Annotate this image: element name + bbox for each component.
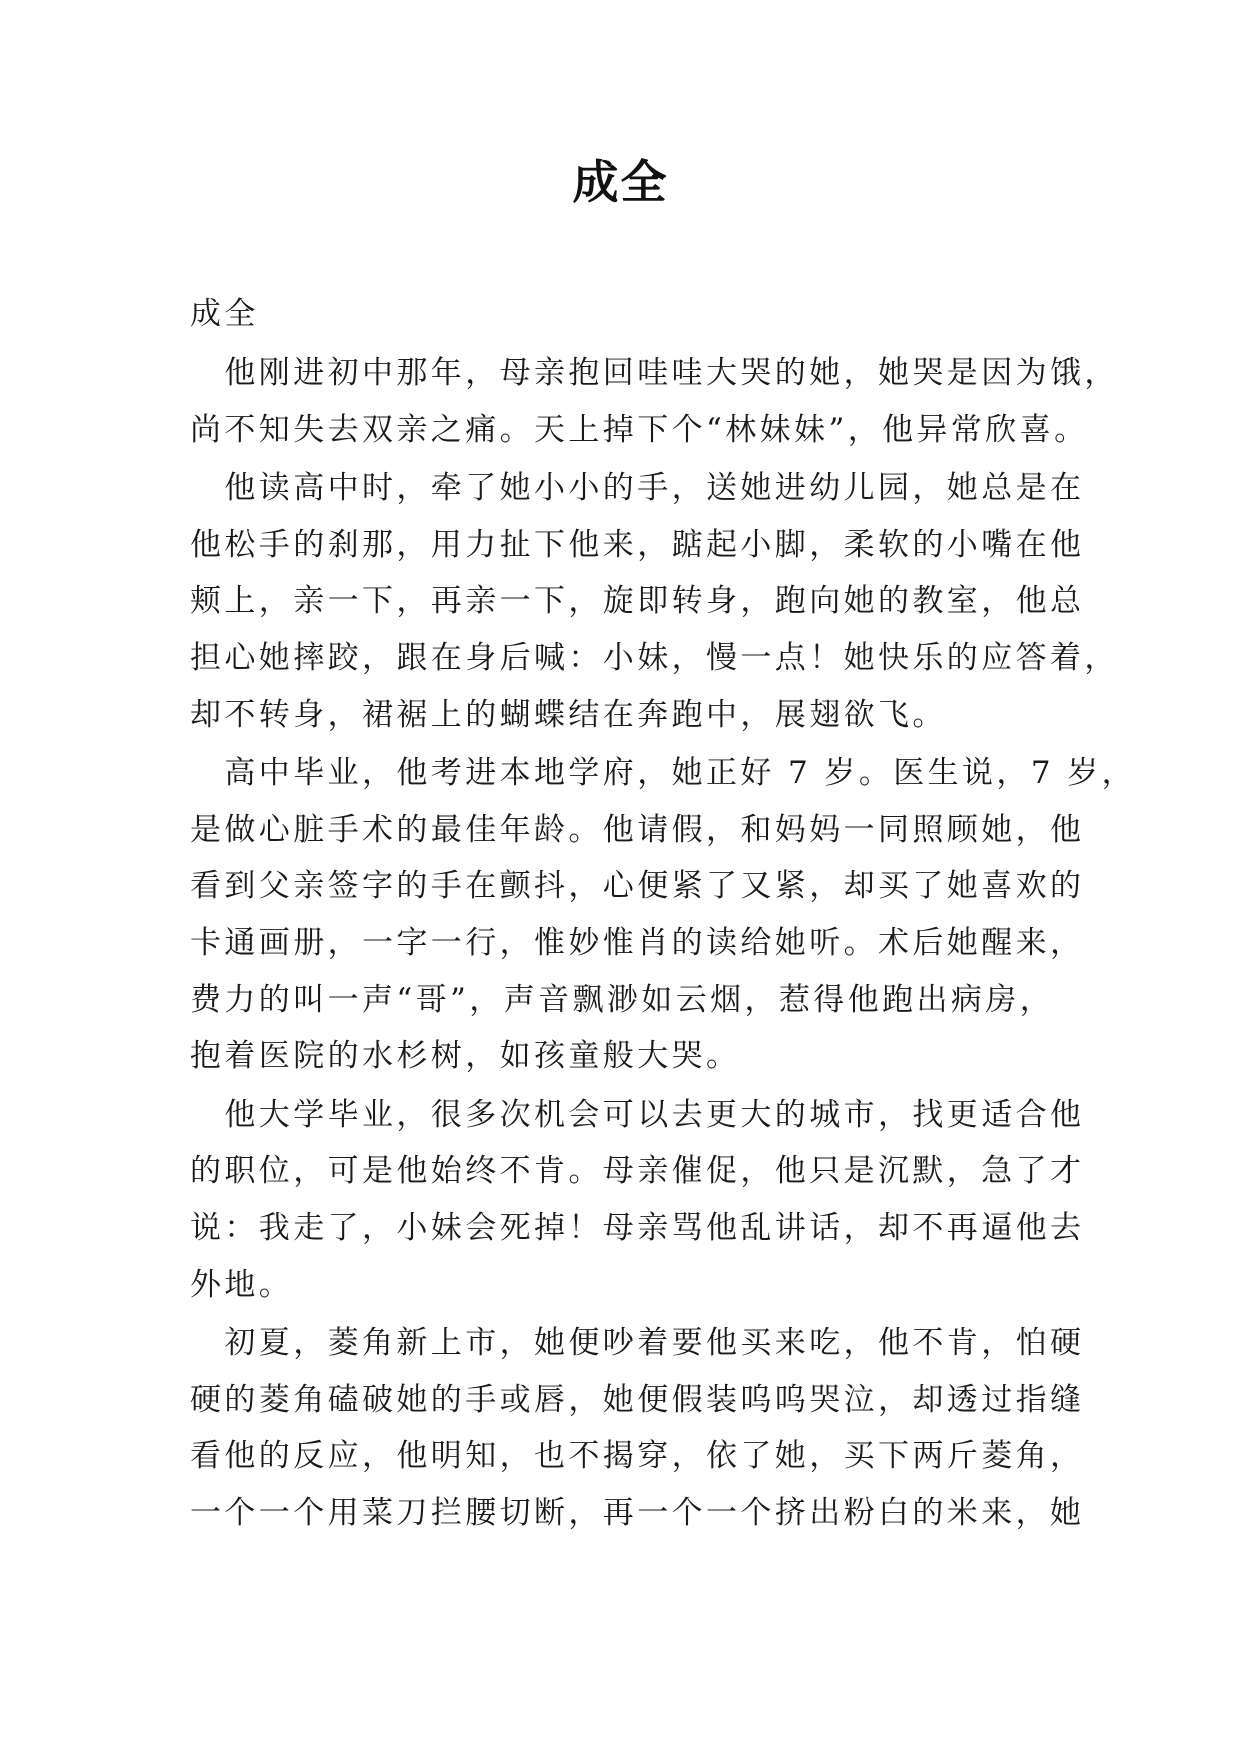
text-line: 尚不知失去双亲之痛。天上掉下个“林妹妹”，他异常欣喜。 <box>190 411 1089 448</box>
text-line: 却不转身，裙裾上的蝴蝶结在奔跑中，展翅欲飞。 <box>190 696 947 733</box>
text-line: 颊上，亲一下，再亲一下，旋即转身，跑向她的教室，他总 <box>190 583 1085 620</box>
text-line: 他大学毕业，很多次机会可以去更大的城市，找更适合他 <box>190 1096 1085 1133</box>
text-line: 外地。 <box>190 1266 294 1303</box>
text-line: 是做心脏手术的最佳年龄。他请假，和妈妈一同照顾她，他 <box>190 811 1085 848</box>
text-line: 一个一个用菜刀拦腰切断，再一个一个挤出粉白的米来，她 <box>190 1494 1085 1531</box>
text-line: 卡通画册，一字一行，惟妙惟肖的读给她听。术后她醒来， <box>190 924 1085 961</box>
text-line: 抱着医院的水杉树，如孩童般大哭。 <box>190 1038 741 1075</box>
text-line: 费力的叫一声“哥”，声音飘渺如云烟，惹得他跑出病房， <box>190 981 1055 1018</box>
text-line: 他松手的刹那，用力扯下他来，踮起小脚，柔软的小嘴在他 <box>190 526 1085 563</box>
text-line: 硬的菱角磕破她的手或唇，她便假装呜呜哭泣，却透过指缝 <box>190 1381 1085 1418</box>
document-body <box>190 285 1137 1541</box>
text-line: 看到父亲签字的手在颤抖，心便紧了又紧，却买了她喜欢的 <box>190 868 1085 905</box>
text-line: 说：我走了，小妹会死掉！母亲骂他乱讲话，却不再逼他去 <box>190 1209 1085 1246</box>
document-title: 成全 <box>572 155 669 209</box>
text-line: 看他的反应，他明知，也不揭穿，依了她，买下两斤菱角， <box>190 1438 1085 1475</box>
text-line: 他读高中时，牵了她小小的手，送她进幼儿园，她总是在 <box>190 470 1085 507</box>
text-line: 初夏，菱角新上市，她便吵着要他买来吃，他不肯，怕硬 <box>190 1325 1085 1362</box>
text-line: 的职位，可是他始终不肯。母亲催促，他只是沉默，急了才 <box>190 1153 1085 1190</box>
text-line: 成全 <box>190 296 259 332</box>
text-line: 他刚进初中那年，母亲抱回哇哇大哭的她，她哭是因为饿， <box>190 355 1119 391</box>
text-line: 担心她摔跤，跟在身后喊：小妹，慢一点！她快乐的应答着， <box>190 639 1119 676</box>
text-line: 高中毕业，他考进本地学府，她正好 7 岁。医生说，7 岁， <box>190 755 1137 792</box>
